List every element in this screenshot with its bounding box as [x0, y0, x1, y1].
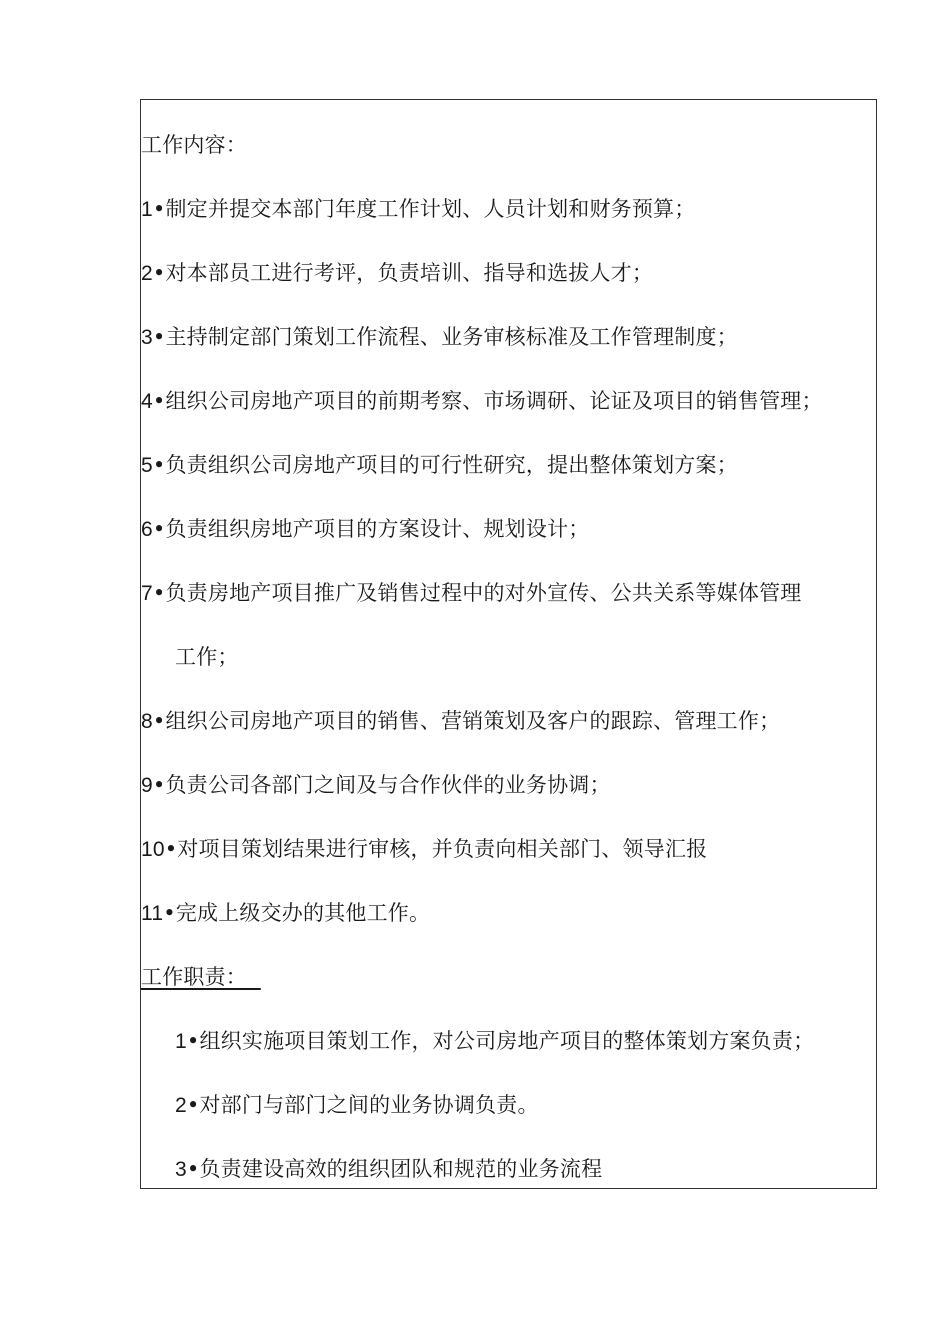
bullet: •: [152, 453, 166, 477]
bullet: •: [186, 1029, 200, 1053]
item-text: 负责公司各部门之间及与合作伙伴的业务协调；: [165, 773, 611, 797]
item-number: 1: [141, 198, 153, 221]
list-item: [175, 1090, 539, 1121]
item-text: 完成上级交办的其他工作。: [175, 901, 431, 925]
bullet: •: [163, 901, 176, 925]
bullet: •: [152, 773, 166, 797]
item-number: 6: [141, 518, 153, 541]
bullet: •: [186, 1093, 200, 1117]
item-number: 1: [175, 1030, 187, 1053]
item-number: 3: [141, 326, 153, 349]
list-item: [141, 898, 430, 929]
bullet: •: [152, 517, 166, 541]
item-number: 8: [141, 710, 153, 733]
heading-underline-tail: [247, 965, 261, 989]
item-text: 对本部员工进行考评，负责培训、指导和选拔人才；: [165, 261, 654, 285]
bullet: •: [164, 837, 178, 861]
list-item: [141, 578, 801, 609]
item-text: 负责建设高效的组织团队和规范的业务流程: [199, 1157, 603, 1181]
item-number: 4: [141, 390, 153, 413]
item-text: 组织公司房地产项目的销售、营销策划及客户的跟踪、管理工作；: [165, 709, 781, 733]
item-number: 2: [141, 262, 153, 285]
item-text: 主持制定部门策划工作流程、业务审核标准及工作管理制度；: [165, 325, 738, 349]
bullet: •: [152, 197, 166, 221]
list-item: [141, 194, 695, 225]
item-number: 2: [175, 1094, 187, 1117]
item-text: 负责组织房地产项目的方案设计、规划设计；: [165, 517, 590, 541]
item-number: 7: [141, 582, 153, 605]
section-heading-responsibilities: [141, 962, 261, 992]
bullet: •: [152, 261, 166, 285]
item-number: 9: [141, 774, 153, 797]
item-text: 组织公司房地产项目的前期考察、市场调研、论证及项目的销售管理；: [165, 389, 823, 413]
list-item: [175, 1154, 602, 1185]
item-number: 5: [141, 454, 153, 477]
list-item: [141, 770, 611, 801]
item-text: 对项目策划结果进行审核，并负责向相关部门、领导汇报: [177, 837, 708, 861]
list-item: [141, 258, 653, 289]
item-text: 制定并提交本部门年度工作计划、人员计划和财务预算；: [165, 197, 696, 221]
item-text: 组织实施项目策划工作，对公司房地产项目的整体策划方案负责；: [199, 1029, 815, 1053]
list-item: [175, 1026, 814, 1057]
item-number: 10: [141, 838, 165, 861]
section-heading-work-content: 工作内容：: [141, 133, 247, 157]
item-number: 11: [141, 902, 164, 925]
list-item: [141, 450, 738, 481]
item-text: 负责房地产项目推广及销售过程中的对外宣传、公共关系等媒体管理: [165, 581, 802, 605]
list-item: [141, 834, 707, 865]
list-item-continuation: 工作；: [175, 645, 239, 669]
item-text: 负责组织公司房地产项目的可行性研究，提出整体策划方案；: [165, 453, 738, 477]
bullet: •: [186, 1157, 200, 1181]
item-number: 3: [175, 1158, 187, 1181]
heading-text: 工作职责：: [141, 965, 247, 989]
list-item: [141, 706, 780, 737]
bullet: •: [152, 389, 166, 413]
list-item: [141, 514, 589, 545]
item-text: 对部门与部门之间的业务协调负责。: [199, 1093, 539, 1117]
list-item: [141, 322, 738, 353]
bullet: •: [152, 581, 166, 605]
bullet: •: [152, 325, 166, 349]
list-item: [141, 386, 823, 417]
bullet: •: [152, 709, 166, 733]
